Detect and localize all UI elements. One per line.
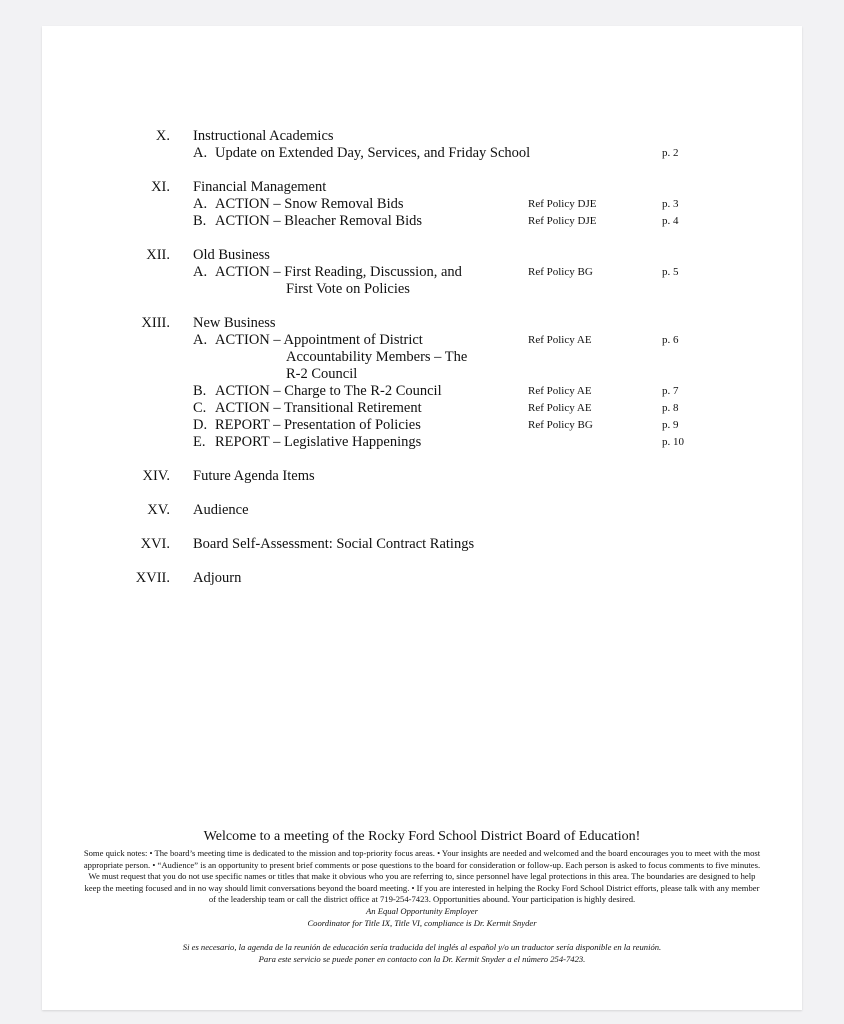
page-number: p. 5 <box>662 266 679 278</box>
footer <box>80 826 764 965</box>
page-number: p. 3 <box>662 198 679 210</box>
welcome-heading: Welcome to a meeting of the Rocky Ford School District Board of Education! <box>203 829 641 844</box>
policy-reference: Ref Policy BG <box>528 266 593 278</box>
item-text: ACTION – Snow Removal Bids <box>215 196 404 212</box>
agenda-item <box>42 281 802 298</box>
section-number: XV. <box>147 502 170 518</box>
policy-reference: Ref Policy AE <box>528 334 592 346</box>
page-number: p. 2 <box>662 147 679 159</box>
agenda-item <box>42 145 802 162</box>
section-number: XIII. <box>141 315 170 331</box>
section-title: Old Business <box>193 247 270 263</box>
agenda-section <box>42 179 802 230</box>
item-text: Update on Extended Day, Services, and Friday School <box>215 145 531 161</box>
item-letter: B. <box>193 213 207 229</box>
section-heading <box>42 536 802 553</box>
item-text: REPORT – Legislative Happenings <box>215 434 422 450</box>
policy-reference: Ref Policy AE <box>528 402 592 414</box>
item-letter: A. <box>193 145 208 161</box>
item-text: ACTION – Appointment of District <box>215 332 423 348</box>
section-title: Audience <box>193 502 249 518</box>
item-letter: D. <box>193 417 208 433</box>
agenda-item <box>42 196 802 213</box>
section-number: XVII. <box>135 570 170 586</box>
equal-opportunity-line: An Equal Opportunity Employer <box>366 905 478 916</box>
section-heading <box>42 247 802 264</box>
item-letter: A. <box>193 196 208 212</box>
agenda-section <box>42 536 802 553</box>
agenda-item <box>42 332 802 349</box>
agenda-section <box>42 247 802 298</box>
spanish-notice-line-2: Para este servicio se puede poner en contacto con la Dr. Kermit Snyder a el número 254-7423. <box>258 953 586 964</box>
agenda-section <box>42 128 802 162</box>
page-number: p. 8 <box>662 402 679 414</box>
policy-reference: Ref Policy AE <box>528 385 592 397</box>
coordinator-line: Coordinator for Title IX, Title VI, compliance is Dr. Kermit Snyder <box>307 917 537 928</box>
page-number: p. 9 <box>662 419 679 431</box>
page-number: p. 4 <box>662 215 679 227</box>
agenda-item <box>42 366 802 383</box>
section-title: Instructional Academics <box>193 128 334 144</box>
section-heading <box>42 468 802 485</box>
agenda-section <box>42 570 802 587</box>
section-number: XVI. <box>140 536 170 552</box>
item-text: ACTION – Charge to The R-2 Council <box>215 383 442 399</box>
item-text-continued: Accountability Members – The <box>286 349 468 365</box>
agenda-item <box>42 213 802 230</box>
section-number: X. <box>155 128 170 144</box>
item-text: ACTION – Transitional Retirement <box>215 400 422 416</box>
section-number: XIV. <box>142 468 170 484</box>
item-text-continued: R-2 Council <box>286 366 358 382</box>
item-text: ACTION – Bleacher Removal Bids <box>215 213 422 229</box>
agenda-item <box>42 417 802 434</box>
spanish-notice <box>80 942 764 965</box>
agenda-list <box>42 128 802 587</box>
section-heading <box>42 179 802 196</box>
agenda-item <box>42 400 802 417</box>
section-title: Board Self-Assessment: Social Contract Ratings <box>193 536 475 552</box>
section-heading <box>42 570 802 587</box>
page-number: p. 7 <box>662 385 679 397</box>
agenda-item <box>42 349 802 366</box>
item-text-continued: First Vote on Policies <box>286 281 410 297</box>
item-text: REPORT – Presentation of Policies <box>215 417 421 433</box>
section-heading <box>42 315 802 332</box>
section-heading <box>42 502 802 519</box>
page-number: p. 6 <box>662 334 679 346</box>
policy-reference: Ref Policy DJE <box>528 198 597 210</box>
item-letter: A. <box>193 332 208 348</box>
agenda-item <box>42 434 802 451</box>
section-title: Adjourn <box>193 570 242 586</box>
quick-notes: Some quick notes: • The board’s meeting time is dedicated to the mission and top-priority focus areas. • Your insights are needed and welcomed and the board encourages you to meet with the most appropriate person. • “Audience” is an opportunity to present brief comments or pose questions to the board for consideration or follow-up. Each person is asked to focus comments to five minutes. We must request that you do not use specific names or titles that make it obvious who you are referring to, since personnel have legal protections in this area. The boundaries are designed to help keep the meeting focused and in no way should limit conversations beyond the board meeting. • If you are interested in helping the Rocky Ford School District efforts, please talk with any member of the leadership team or call the district office at 719-254-7423. Opportunities abound. Your participation is highly desired. <box>83 848 761 905</box>
agenda-item <box>42 264 802 281</box>
policy-reference: Ref Policy DJE <box>528 215 597 227</box>
spanish-notice-line-1: Si es necesario, la agenda de la reunión de educación sería traducida del inglés al español y/o un traductor sería disponible en la reunión. <box>182 942 662 953</box>
section-number: XII. <box>146 247 170 263</box>
agenda-section <box>42 468 802 485</box>
agenda-section <box>42 502 802 519</box>
item-letter: C. <box>193 400 207 416</box>
agenda-page <box>42 26 802 1010</box>
item-letter: E. <box>193 434 206 450</box>
section-number: XI. <box>151 179 170 195</box>
item-letter: A. <box>193 264 208 280</box>
section-title: New Business <box>193 315 276 331</box>
item-letter: B. <box>193 383 207 399</box>
page-number: p. 10 <box>662 436 684 448</box>
agenda-item <box>42 383 802 400</box>
item-text: ACTION – First Reading, Discussion, and <box>215 264 462 280</box>
section-title: Future Agenda Items <box>193 468 315 484</box>
section-title: Financial Management <box>193 179 327 195</box>
section-heading <box>42 128 802 145</box>
agenda-section <box>42 315 802 451</box>
policy-reference: Ref Policy BG <box>528 419 593 431</box>
